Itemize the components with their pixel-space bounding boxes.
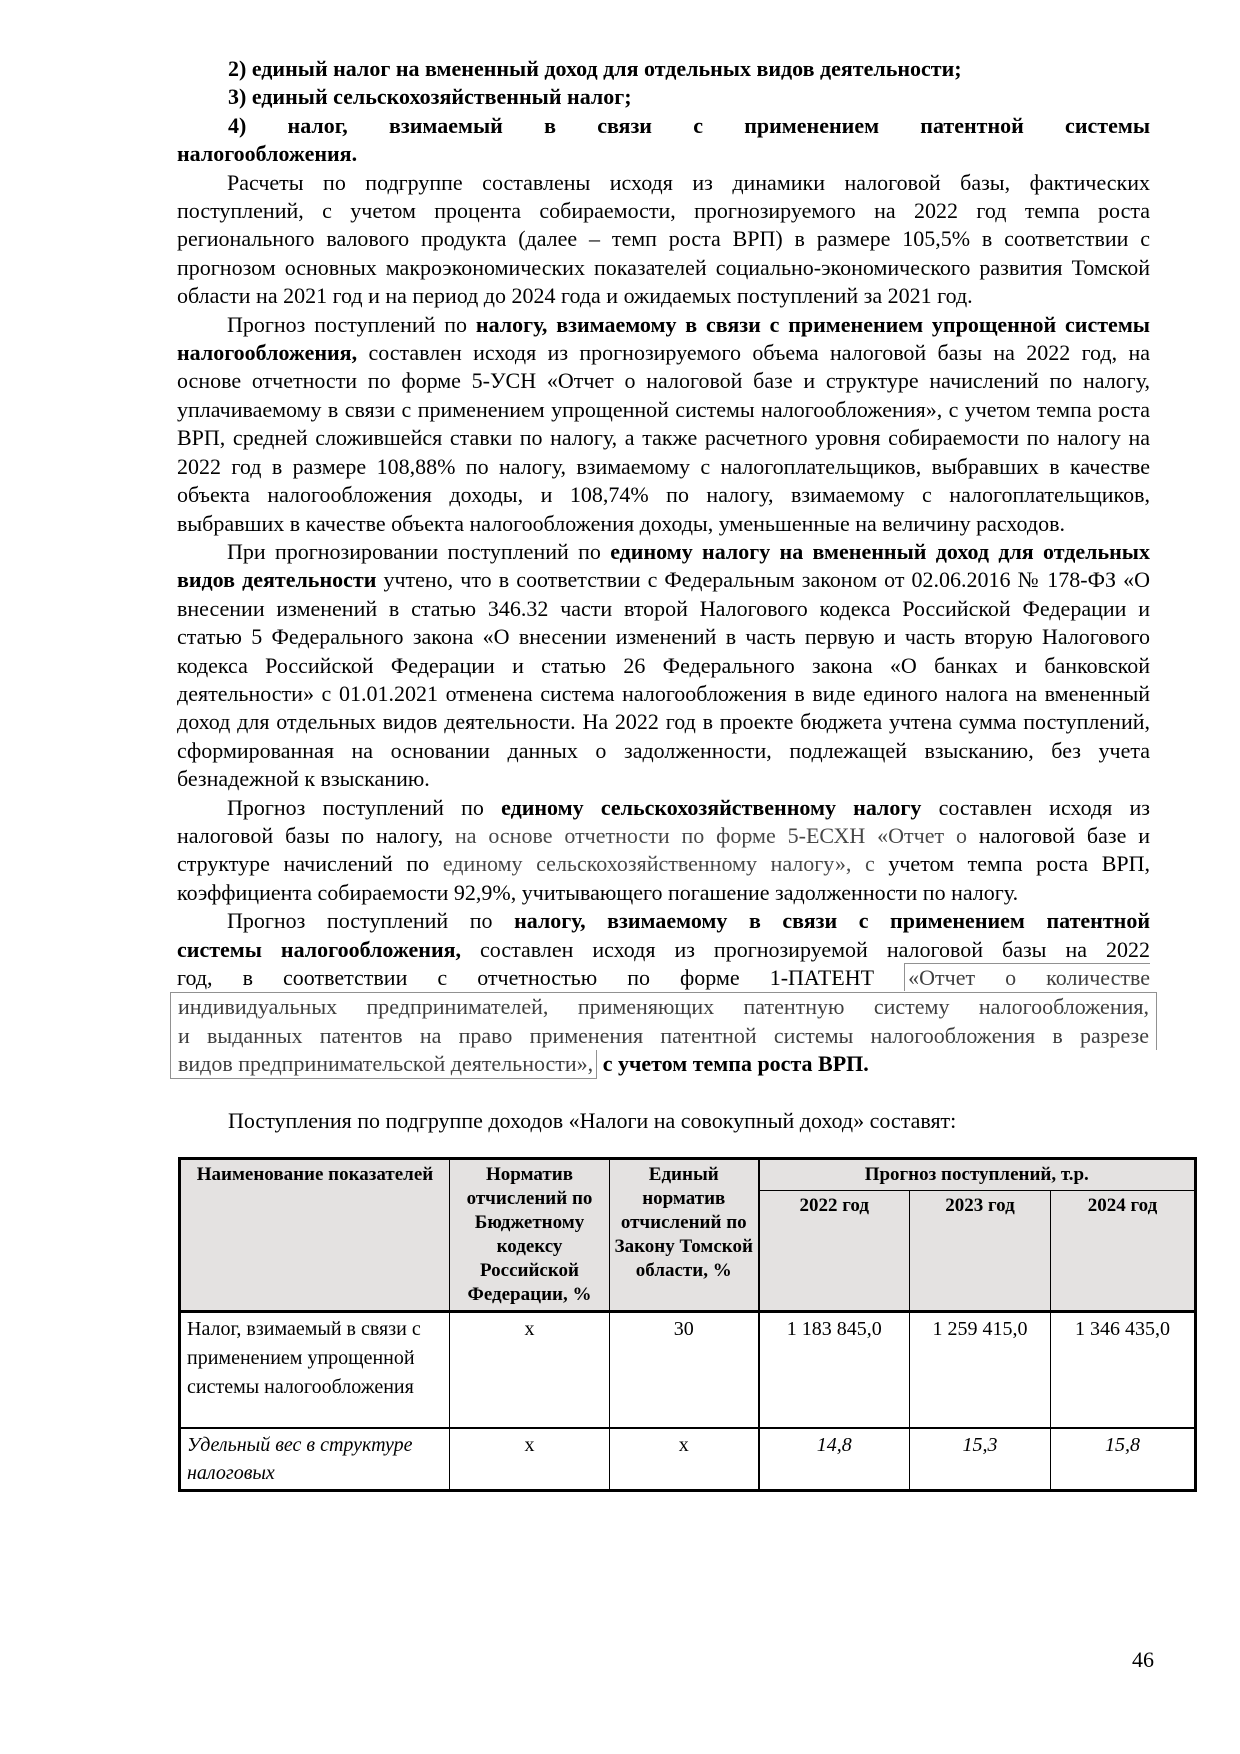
table-row	[180, 1428, 1196, 1491]
p2-lead: Прогноз поступлений по	[227, 311, 476, 337]
p4-bold-tax-name: единому сельскохозяйственному налогу	[501, 794, 922, 820]
header-bk-norm: Норматив отчислений по Бюджетному кодексу Российской Федерации, %	[450, 1159, 610, 1312]
p5-boxed-line4: индивидуальных предпринимателей, применяющих патентную систему налогообложения,	[178, 994, 1149, 1020]
p4-body-1: составлен исходя из налоговой базы по налогу,	[177, 794, 1150, 848]
list-item-3-text: 3) единый сельскохозяйственный налог;	[228, 84, 632, 110]
list-item-2-text: 2) единый налог на вмененный доход для отдельных видов деятельности;	[228, 56, 962, 81]
row1-2022-value: 1 183 845,0	[759, 1312, 910, 1428]
list-item-4-line2-text: налогообложения.	[177, 141, 358, 167]
list-item-4-line1	[177, 112, 1150, 140]
p5-boxed-end: видов предпринимательской деятельности»,	[170, 1050, 597, 1079]
p5-bold-3: с учетом темпа роста ВРП.	[597, 1051, 869, 1077]
paragraph-calc-basis	[177, 169, 1150, 311]
page-number: 46	[1132, 1647, 1154, 1672]
p2-body: составлен исходя из прогнозируемого объема налоговой базы на 2022 год, на основе отчетности по форме 5-УСН «Отчет о налоговой базе и структуре начислений по налогу, уплачиваемому в связи с применением упрощенной системы налогообложения», с учетом темпа роста ВРП, средней сложившейся ставки по налогу, а также расчетного уровня собираемости по налогу на 2022 год в размере 108,88% по налогу, взимаемому с налогоплательщиков, выбравших в качестве объекта налогообложения доходы, и 108,74% по налогу, взимаемому с налогоплательщиков, выбравших в качестве объекта налогообложения доходы, уменьшенные на величину расходов.	[177, 340, 1150, 536]
row2-2022-value: 14,8	[759, 1428, 910, 1491]
paragraph-eshn-forecast	[177, 794, 1150, 908]
paragraph-calc-basis-text: Расчеты по подгруппе составлены исходя из динамики налоговой базы, фактических поступлений, с учетом процента собираемости, прогнозируемого на 2022 год темпа роста регионального валового продукта (далее – темп роста ВРП) в размере 105,5% в соответствии с прогнозом основных макроэкономических показателей социально-экономического развития Томской области на 2021 год и на период до 2024 года и ожидаемых поступлений за 2021 год.	[177, 169, 1150, 309]
p5-line3	[177, 964, 1150, 992]
p4-gray-2: единому сельскохозяйственному налогу», с	[442, 851, 875, 877]
p5-bold-1: налогу, взимаемому в связи с применением патентной	[514, 908, 1150, 934]
row1-bk-norm: х	[450, 1312, 610, 1428]
header-forecast-group: Прогноз поступлений, т.р.	[759, 1159, 1196, 1191]
table-row	[180, 1312, 1196, 1428]
row1-2024-value: 1 346 435,0	[1051, 1312, 1196, 1428]
forecast-table-header	[180, 1159, 1196, 1312]
row2-law-norm: х	[610, 1428, 759, 1491]
row2-2024-value: 15,8	[1051, 1428, 1196, 1491]
p4-gray-1: на основе отчетности по форме 5-ЕСХН «Отчет о	[454, 822, 967, 848]
header-name: Наименование показателей	[180, 1159, 450, 1312]
header-law-norm: Единый норматив отчислений по Закону Томской области, %	[610, 1159, 759, 1312]
paragraph-usn-forecast	[177, 311, 1150, 538]
row1-name: Налог, взимаемый в связи с применением упрощенной системы налогообложения	[180, 1312, 450, 1428]
p5-line5	[178, 1022, 1149, 1050]
p4-body-2: налоговой базе и структуре начислений по	[177, 822, 1150, 877]
p5-lead: Прогноз поступлений по	[227, 908, 515, 934]
paragraph-patent-forecast	[177, 907, 1150, 1078]
p5-body-2: год, в соответствии с отчетностью по форме 1-ПАТЕНТ	[177, 965, 905, 990]
row2-name: Удельный вес в структуре налоговых	[180, 1428, 450, 1491]
p5-body-1: составлен исходя из прогнозируемой налоговой базы на 2022	[461, 936, 1150, 962]
list-item-4-line2	[177, 140, 1150, 168]
table-caption-text: Поступления по подгруппе доходов «Налоги на совокупный доход» составят:	[228, 1107, 957, 1133]
table-caption	[177, 1107, 1150, 1135]
paragraph-envd-forecast	[177, 538, 1150, 794]
row1-law-norm: 30	[610, 1312, 759, 1428]
p4-lead: Прогноз поступлений по	[227, 794, 502, 820]
header-year-2023: 2023 год	[910, 1191, 1051, 1312]
header-year-2022: 2022 год	[759, 1191, 910, 1312]
list-item-3	[177, 83, 1150, 111]
header-year-2024: 2024 год	[1051, 1191, 1196, 1312]
p2-bold-tax-name: налогу, взимаемому в связи с применением упрощенной системы налогообложения,	[177, 311, 1150, 366]
row1-2023-value: 1 259 415,0	[910, 1312, 1051, 1428]
p5-line6	[177, 1050, 1150, 1078]
p5-line2	[177, 936, 1150, 964]
p5-line4	[178, 993, 1149, 1021]
row2-2023-value: 15,3	[910, 1428, 1051, 1491]
p5-boxed-start: «Отчет о количестве	[904, 963, 1150, 991]
p4-body-3: учетом темпа роста ВРП, коэффициента собираемости 92,9%, учитывающего погашение задолженности по налогу.	[177, 851, 1150, 905]
p5-boxed-block	[170, 992, 1157, 1050]
p5-bold-2: системы налогообложения,	[177, 936, 462, 962]
p5-line1	[177, 907, 1150, 935]
forecast-table	[178, 1157, 1197, 1492]
p5-boxed-line5: и выданных патентов на право применения патентной системы налогообложения в разрезе	[178, 1022, 1149, 1048]
p3-bold-tax-name: единому налогу на вмененный доход для отдельных видов деятельности	[177, 538, 1150, 593]
list-item-2	[177, 55, 1150, 83]
p3-lead: При прогнозировании поступлений по	[227, 538, 611, 564]
p3-body: учтено, что в соответствии с Федеральным законом от 02.06.2016 № 178-ФЗ «О внесении изменений в статью 346.32 части второй Налогового кодекса Российской Федерации и статью 5 Федерального закона «О внесении изменений в часть первую и часть вторую Налогового кодекса Российской Федерации и статью 26 Федерального закона «О банках и банковской деятельности» с 01.01.2021 отменена система налогообложения в виде единого налога на вмененный доход для отдельных видов деятельности. На 2022 год в проекте бюджета учтена сумма поступлений, сформированная на основании данных о задолженности, подлежащей взысканию, без учета безнадежной к взысканию.	[177, 567, 1150, 792]
list-item-4-line1-text: 4) налог, взимаемый в связи с применением патентной системы	[228, 112, 1150, 138]
row2-bk-norm: х	[450, 1428, 610, 1491]
